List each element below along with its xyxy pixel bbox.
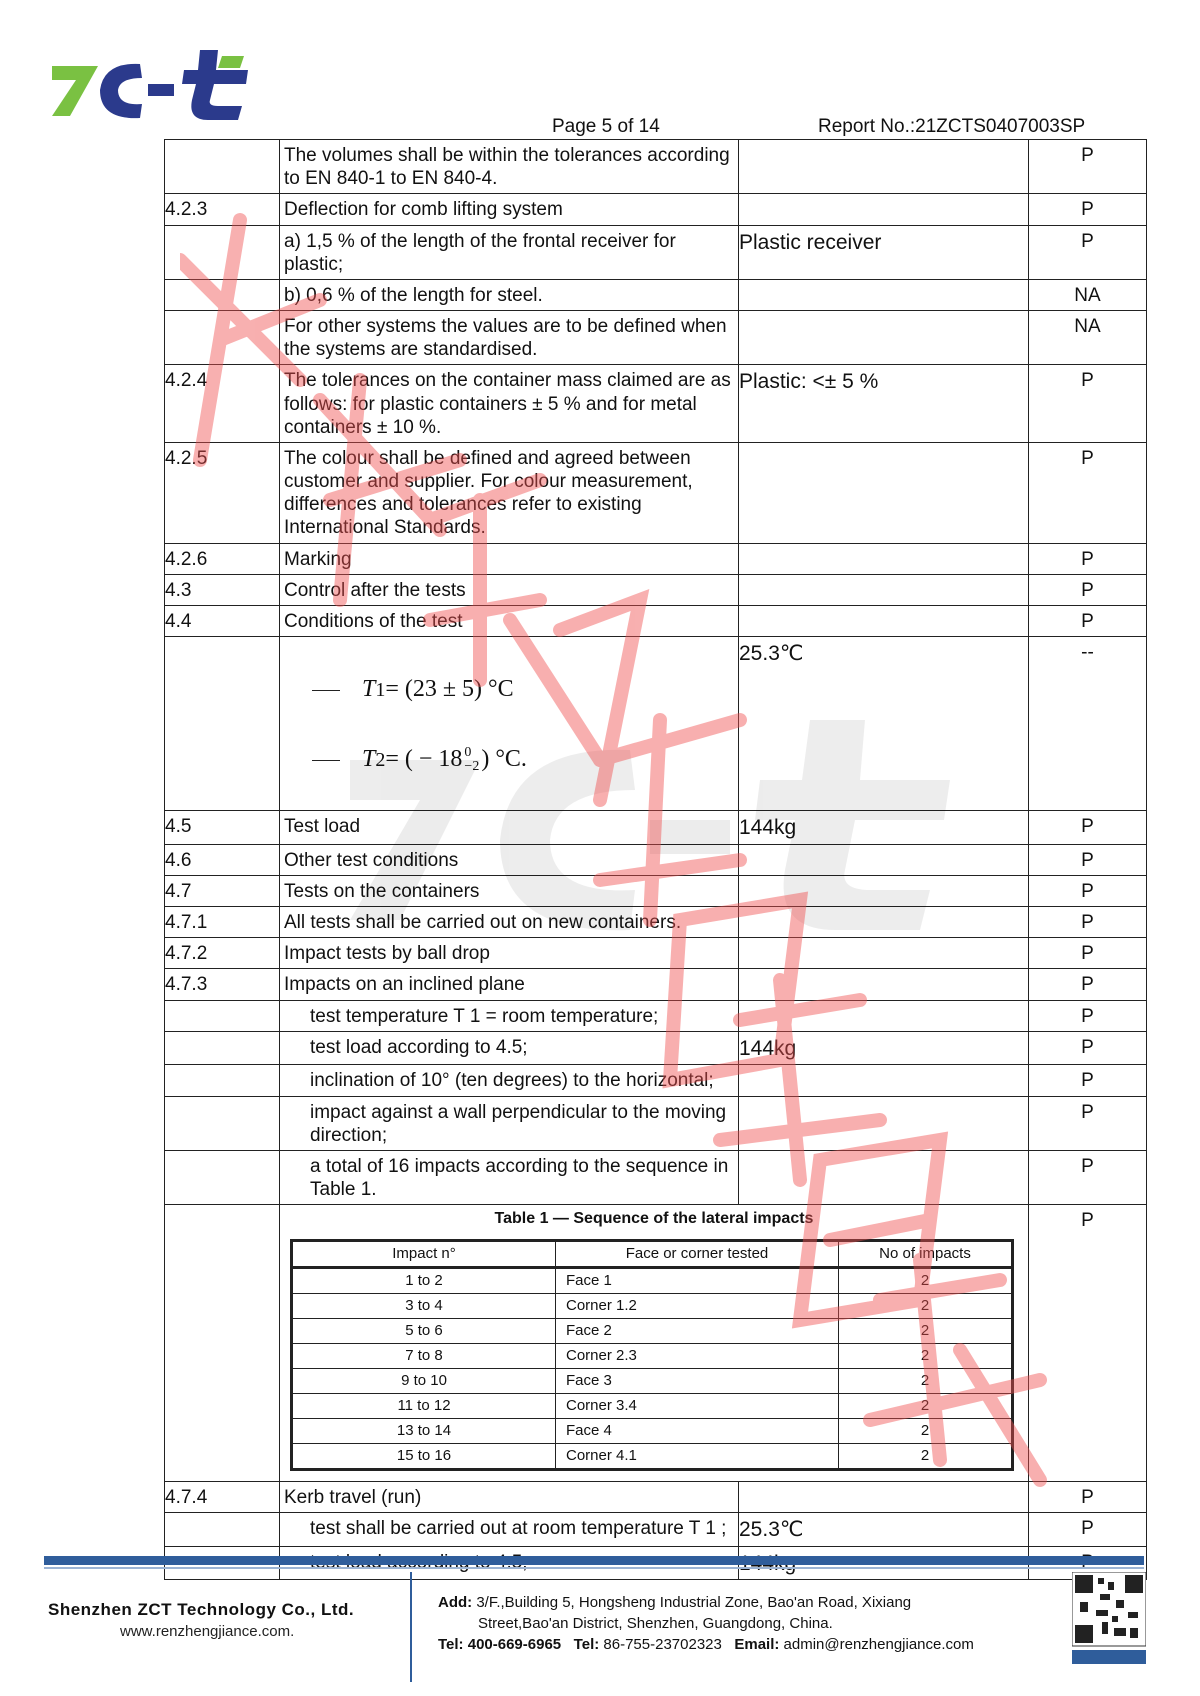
verdict-cell: NA <box>1029 279 1147 310</box>
table-row <box>292 1443 1013 1469</box>
table-row <box>292 1368 1013 1393</box>
face-corner-cell: Corner 3.4 <box>556 1393 839 1418</box>
requirement-cell: Test load <box>280 811 739 845</box>
requirement-cell: The volumes shall be within the tolerances according to EN 840-1 to EN 840-4. <box>280 140 739 194</box>
table-row <box>292 1318 1013 1343</box>
face-corner-cell: Face 4 <box>556 1418 839 1443</box>
remark-cell <box>739 574 1029 605</box>
table-row <box>292 1293 1013 1318</box>
requirement-cell: a total of 16 impacts according to the sequence in Table 1. <box>280 1150 739 1204</box>
footer-divider <box>410 1572 412 1682</box>
verdict-cell: P <box>1029 605 1147 636</box>
requirement-cell: b) 0,6 % of the length for steel. <box>280 279 739 310</box>
impact-count-cell: 2 <box>839 1368 1013 1393</box>
lateral-impacts-table <box>290 1239 1014 1471</box>
verdict-cell: P <box>1029 574 1147 605</box>
verdict-cell: P <box>1029 1065 1147 1096</box>
impact-number-cell: 5 to 6 <box>292 1318 556 1343</box>
verdict-cell: P <box>1029 844 1147 875</box>
table-row <box>165 1031 1147 1065</box>
table-row <box>165 365 1147 443</box>
remark-cell <box>739 844 1029 875</box>
table-row <box>165 875 1147 906</box>
clause-cell <box>165 279 280 310</box>
requirement-cell: test load according to 4.5; <box>280 1031 739 1065</box>
requirement-cell: Impacts on an inclined plane <box>280 969 739 1000</box>
impact-number-cell: 3 to 4 <box>292 1293 556 1318</box>
table-row <box>165 907 1147 938</box>
remark-cell <box>739 875 1029 906</box>
clause-cell <box>165 637 280 811</box>
requirement-cell: For other systems the values are to be defined when the systems are standardised. <box>280 311 739 365</box>
impact-count-cell: 2 <box>839 1418 1013 1443</box>
remark-cell <box>739 311 1029 365</box>
clause-cell: 4.4 <box>165 605 280 636</box>
page-number: Page 5 of 14 <box>552 116 660 137</box>
remark-cell <box>739 442 1029 543</box>
verdict-cell: P <box>1029 1000 1147 1031</box>
requirement-cell: a) 1,5 % of the length of the frontal receiver for plastic; <box>280 225 739 279</box>
table-row <box>292 1393 1013 1418</box>
verdict-cell: P <box>1029 1512 1147 1546</box>
verdict-cell: P <box>1029 140 1147 194</box>
requirement-cell: test shall be carried out at room temperature T 1 ; <box>280 1512 739 1546</box>
clause-cell <box>165 1150 280 1204</box>
remark-cell <box>739 1096 1029 1150</box>
table-row <box>165 1205 1147 1482</box>
requirement-cell: Other test conditions <box>280 844 739 875</box>
zct-logo <box>52 50 262 132</box>
clause-cell: 4.6 <box>165 844 280 875</box>
impact-count-cell: 2 <box>839 1393 1013 1418</box>
impact-number-cell: 9 to 10 <box>292 1368 556 1393</box>
clause-cell <box>165 1031 280 1065</box>
requirement-cell: Deflection for comb lifting system <box>280 194 739 225</box>
impact-number-cell: 15 to 16 <box>292 1443 556 1469</box>
face-corner-cell: Corner 4.1 <box>556 1443 839 1469</box>
clause-cell: 4.7.4 <box>165 1481 280 1512</box>
clause-cell <box>165 1096 280 1150</box>
remark-cell <box>739 279 1029 310</box>
verdict-cell: P <box>1029 938 1147 969</box>
verdict-cell: P <box>1029 1031 1147 1065</box>
clause-cell <box>165 1205 280 1482</box>
clause-cell <box>165 225 280 279</box>
remark-cell <box>739 907 1029 938</box>
temperature-formula: T 1 = (23 ± 5) °C T 2 = ( − 18 0 −2 ) °C. <box>284 641 734 807</box>
company-name: Shenzhen ZCT Technology Co., Ltd. <box>48 1600 355 1619</box>
face-corner-cell: Face 2 <box>556 1318 839 1343</box>
clause-cell: 4.7.2 <box>165 938 280 969</box>
face-corner-cell: Corner 2.3 <box>556 1343 839 1368</box>
clause-cell <box>165 1065 280 1096</box>
verdict-cell: P <box>1029 1205 1147 1482</box>
clause-cell: 4.7.1 <box>165 907 280 938</box>
remark-cell <box>739 543 1029 574</box>
remark-cell <box>739 1150 1029 1204</box>
remark-cell: 144kg <box>739 1031 1029 1065</box>
table-row <box>165 140 1147 194</box>
clause-table <box>164 139 1147 1580</box>
requirement-cell: test temperature T 1 = room temperature; <box>280 1000 739 1031</box>
column-header: Face or corner tested <box>556 1240 839 1267</box>
remark-cell: 144kg <box>739 811 1029 845</box>
clause-cell <box>165 311 280 365</box>
clause-cell <box>165 140 280 194</box>
report-number: Report No.:21ZCTS0407003SP <box>818 116 1086 137</box>
remark-cell: Plastic receiver <box>739 225 1029 279</box>
impact-number-cell: 7 to 8 <box>292 1343 556 1368</box>
clause-cell: 4.3 <box>165 574 280 605</box>
table-row <box>165 605 1147 636</box>
table-row <box>165 194 1147 225</box>
remark-cell <box>739 1065 1029 1096</box>
impact-count-cell: 2 <box>839 1293 1013 1318</box>
verdict-cell: NA <box>1029 311 1147 365</box>
table-row <box>165 543 1147 574</box>
verdict-cell: P <box>1029 969 1147 1000</box>
table-row <box>292 1418 1013 1443</box>
verdict-cell: P <box>1029 194 1147 225</box>
requirement-cell: The colour shall be defined and agreed between customer and supplier. For colour measurement, differences and tolerances refer to existing International Standards. <box>280 442 739 543</box>
table-row <box>165 811 1147 845</box>
table-row <box>165 279 1147 310</box>
table-row <box>292 1267 1013 1293</box>
face-corner-cell: Face 3 <box>556 1368 839 1393</box>
formula-cell <box>280 637 739 811</box>
remark-cell: Plastic: <± 5 % <box>739 365 1029 443</box>
column-header: No of impacts <box>839 1240 1013 1267</box>
face-corner-cell: Face 1 <box>556 1267 839 1293</box>
table-row <box>165 574 1147 605</box>
verdict-cell: P <box>1029 225 1147 279</box>
table-row <box>165 1065 1147 1096</box>
remark-cell <box>739 1481 1029 1512</box>
remark-cell <box>739 194 1029 225</box>
remark-cell <box>739 969 1029 1000</box>
verdict-cell: P <box>1029 907 1147 938</box>
requirement-cell: inclination of 10° (ten degrees) to the horizontal; <box>280 1065 739 1096</box>
remark-cell <box>739 1000 1029 1031</box>
requirement-cell: Kerb travel (run) <box>280 1481 739 1512</box>
remark-cell: 25.3℃ <box>739 1512 1029 1546</box>
requirement-cell: Conditions of the test <box>280 605 739 636</box>
impact-number-cell: 11 to 12 <box>292 1393 556 1418</box>
table-row <box>165 311 1147 365</box>
clause-cell: 4.2.6 <box>165 543 280 574</box>
table-row <box>165 1000 1147 1031</box>
clause-cell: 4.5 <box>165 811 280 845</box>
requirement-cell: Tests on the containers <box>280 875 739 906</box>
verdict-cell: P <box>1029 365 1147 443</box>
impact-count-cell: 2 <box>839 1267 1013 1293</box>
table-row <box>165 938 1147 969</box>
table-row <box>165 844 1147 875</box>
verdict-cell: P <box>1029 1150 1147 1204</box>
requirement-cell: The tolerances on the container mass claimed are as follows: for plastic containers ± 5 % and for metal containers ± 10 %. <box>280 365 739 443</box>
requirement-cell: Marking <box>280 543 739 574</box>
requirement-cell: Impact tests by ball drop <box>280 938 739 969</box>
table-row <box>165 225 1147 279</box>
table-row <box>165 1096 1147 1150</box>
remark-cell <box>739 938 1029 969</box>
footer-bar <box>44 1556 1144 1565</box>
clause-cell <box>165 1512 280 1546</box>
clause-cell: 4.2.5 <box>165 442 280 543</box>
verdict-cell: P <box>1029 442 1147 543</box>
verdict-cell: P <box>1029 811 1147 845</box>
table1-cell <box>280 1205 1029 1482</box>
company-website: www.renzhengjiance.com. <box>120 1623 295 1640</box>
remark-cell <box>739 605 1029 636</box>
verdict-cell: P <box>1029 875 1147 906</box>
impact-count-cell: 2 <box>839 1318 1013 1343</box>
table1-caption: Table 1 — Sequence of the lateral impacts <box>494 1210 814 1228</box>
table-row <box>165 442 1147 543</box>
requirement-cell: All tests shall be carried out on new containers. <box>280 907 739 938</box>
table-row <box>165 1150 1147 1204</box>
company-address: Add: 3/F.,Building 5, Hongsheng Industrial Zone, Bao'an Road, Xixiang Street,Bao'an District, Shenzhen, Guangdong, China. Tel: 400-669-6965 Tel: 86-755-23702323 Email: admin@renzhengjiance.com <box>438 1594 974 1653</box>
column-header: Impact n° <box>292 1240 556 1267</box>
clause-cell <box>165 1000 280 1031</box>
requirement-cell: impact against a wall perpendicular to the moving direction; <box>280 1096 739 1150</box>
table-row <box>165 969 1147 1000</box>
footer-bar-thin <box>44 1567 1144 1569</box>
clause-cell: 4.7.3 <box>165 969 280 1000</box>
verdict-cell: P <box>1029 543 1147 574</box>
table-row <box>165 1512 1147 1546</box>
verdict-cell: -- <box>1029 637 1147 811</box>
clause-cell: 4.2.3 <box>165 194 280 225</box>
table-row <box>165 637 1147 811</box>
impact-count-cell: 2 <box>839 1443 1013 1469</box>
requirement-cell: Control after the tests <box>280 574 739 605</box>
remark-cell <box>739 140 1029 194</box>
table-row <box>292 1343 1013 1368</box>
remark-cell: 25.3℃ <box>739 637 1029 811</box>
clause-cell: 4.2.4 <box>165 365 280 443</box>
verdict-cell: P <box>1029 1481 1147 1512</box>
qr-code <box>1072 1572 1146 1664</box>
impact-number-cell: 1 to 2 <box>292 1267 556 1293</box>
clause-cell: 4.7 <box>165 875 280 906</box>
impact-count-cell: 2 <box>839 1343 1013 1368</box>
verdict-cell: P <box>1029 1096 1147 1150</box>
impact-number-cell: 13 to 14 <box>292 1418 556 1443</box>
face-corner-cell: Corner 1.2 <box>556 1293 839 1318</box>
table-row <box>165 1481 1147 1512</box>
